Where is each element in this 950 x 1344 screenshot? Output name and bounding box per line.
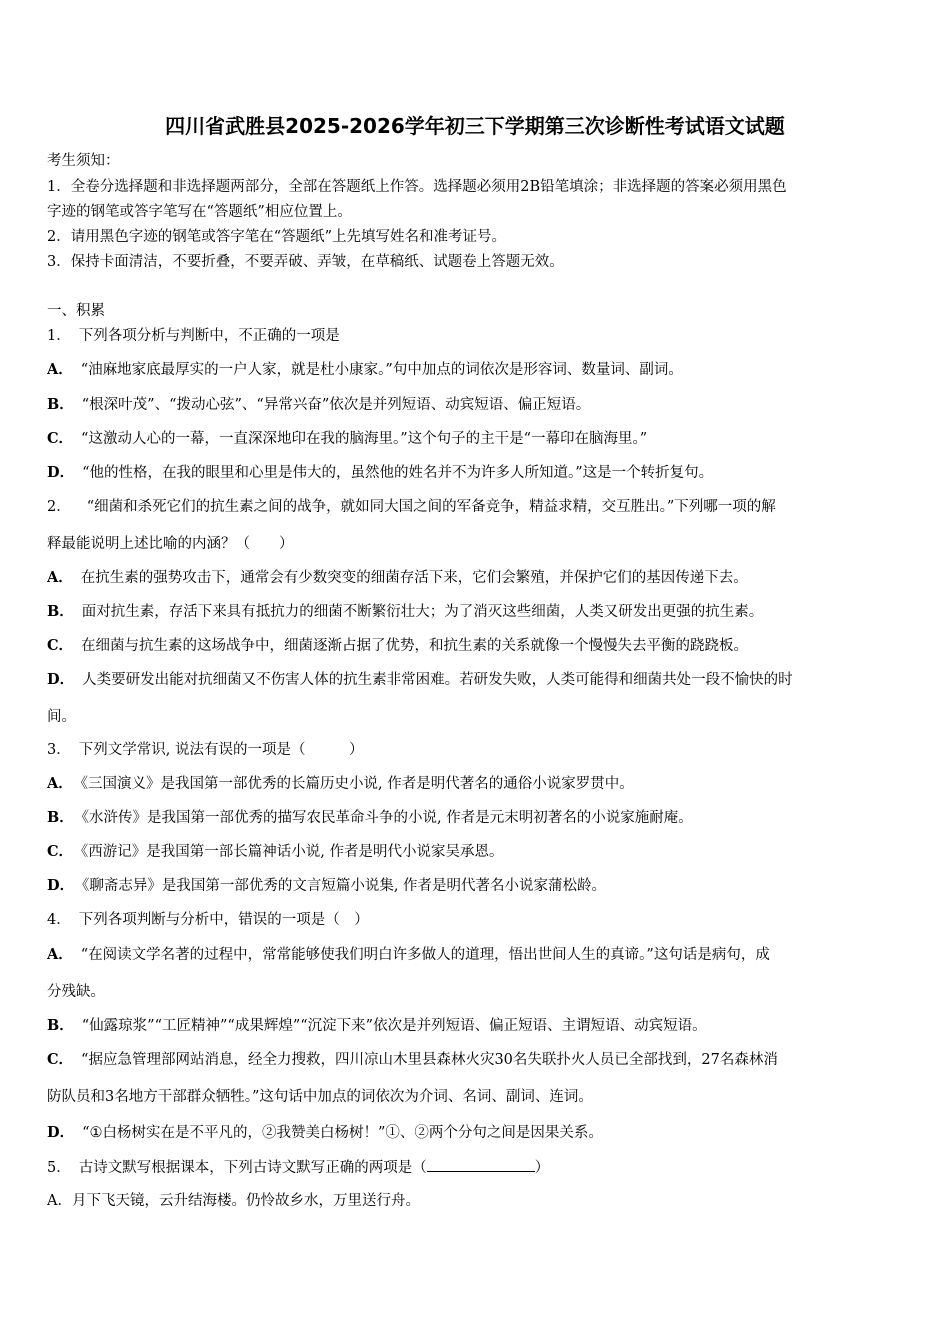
q4-option-c — [47, 1050, 903, 1070]
option-text: “仙露琼浆”“工匠精神”“成果辉煌”“沉淀下来”依次是并列短语、偏正短语、主谓短语、动宾短语。 — [81, 1018, 707, 1034]
notice-item: 2．请用黑色字迹的钢笔或答字笔在“答题纸”上先填写姓名和准考证号。 — [47, 229, 507, 245]
notice-item: 1．全卷分选择题和非选择题两部分，全部在答题纸上作答。选择题必须用2B铅笔填涂；非选择题的答案必须用黑色 — [47, 179, 787, 195]
q2-option-d-cont: 间。 — [47, 709, 76, 725]
q5-option-a: A．月下飞天镜，云升结海楼。仍怜故乡水，万里送行舟。 — [47, 1193, 420, 1209]
question-number: 4． — [47, 912, 71, 928]
option-key: B． — [47, 396, 74, 413]
option-key: B． — [47, 809, 74, 826]
q2-option-a — [47, 568, 903, 588]
q3-option-c — [47, 842, 903, 862]
q1-option-d — [47, 463, 903, 483]
option-key: C． — [47, 843, 74, 860]
option-key: D． — [47, 1124, 75, 1141]
option-text: “在阅读文学名著的过程中，常常能够使我们明白许多做人的道理，悟出世间人生的真谛。”这句话是病句，成 — [80, 947, 770, 963]
q3-option-a — [47, 774, 903, 794]
option-text: “这激动人心的一幕，一直深深地印在我的脑海里。”这个句子的主干是“一幕印在脑海里。” — [81, 431, 648, 447]
q4-option-c-cont: 防队员和3名地方干部群众牺牲。”这句话中加点的词依次为介词、名词、副词、连词。 — [47, 1089, 593, 1105]
option-text: “①白杨树实在是不平凡的，②我赞美白杨树！”①、②两个分句之间是因果关系。 — [82, 1125, 603, 1141]
section-heading: 一、积累 — [47, 303, 105, 319]
option-text: “他的性格，在我的眼里和心里是伟大的，虽然他的姓名并不为许多人所知道。”这是一个转折复句。 — [82, 465, 714, 481]
question-number: 3． — [47, 742, 71, 758]
q4-option-a-cont: 分残缺。 — [47, 984, 105, 1000]
question-2-stem-cont: 释最能说明上述比喻的内涵？（ ） — [47, 536, 294, 552]
q4-option-b — [47, 1016, 903, 1036]
option-key: C． — [47, 1051, 74, 1068]
q2-option-d — [47, 670, 903, 690]
q4-option-d — [47, 1123, 903, 1143]
question-stem: “细菌和杀死它们的抗生素之间的战争，就如同大国之间的军备竞争，精益求精，交互胜出。”下列哪一项的解 — [86, 499, 776, 515]
question-stem: 下列文学常识, 说法有误的一项是（ ） — [78, 742, 364, 758]
option-key: B． — [47, 1017, 74, 1034]
option-text: 在细菌与抗生素的这场战争中，细菌逐渐占据了优势，和抗生素的关系就像一个慢慢失去平衡的跷跷板。 — [81, 638, 749, 654]
option-text: 《水浒传》是我国第一部优秀的描写农民革命斗争的小说, 作者是元末明初著名的小说家施耐庵。 — [81, 810, 693, 826]
question-stem: 下列各项分析与判断中，不正确的一项是 — [78, 328, 340, 344]
question-4 — [47, 910, 903, 930]
option-key: A． — [47, 361, 73, 378]
question-stem: 古诗文默写根据课本，下列古诗文默写正确的两项是（ — [78, 1160, 427, 1176]
option-key: A． — [47, 569, 73, 586]
q1-option-a — [47, 360, 903, 380]
option-text: 在抗生素的强势攻击下，通常会有少数突变的细菌存活下来，它们会繁殖，并保护它们的基因传递下去。 — [80, 570, 748, 586]
q4-option-a — [47, 945, 903, 965]
option-text: 面对抗生素，存活下来具有抵抗力的细菌不断繁衍壮大；为了消灭这些细菌，人类又研发出更强的抗生素。 — [81, 604, 764, 620]
q2-option-b — [47, 602, 903, 622]
option-key: D． — [47, 464, 75, 481]
option-text: 人类要研发出能对抗细菌又不伤害人体的抗生素非常困难。若研发失败，人类可能得和细菌共处一段不愉快的时 — [82, 672, 793, 688]
q1-option-c — [47, 429, 903, 449]
question-number: 1． — [47, 328, 71, 344]
option-text: 《聊斋志异》是我国第一部优秀的文言短篇小说集, 作者是明代著名小说家蒲松龄。 — [82, 878, 607, 894]
answer-blank[interactable] — [427, 1157, 535, 1172]
option-text: “油麻地家底最厚实的一户人家，就是杜小康家。”句中加点的词依次是形容词、数量词、副词。 — [80, 362, 683, 378]
notice-item: 3．保持卡面清洁，不要折叠，不要弄破、弄皱，在草稿纸、试题卷上答题无效。 — [47, 254, 564, 270]
question-5 — [47, 1157, 903, 1178]
option-key: C． — [47, 637, 74, 654]
option-text: 《西游记》是我国第一部长篇神话小说, 作者是明代小说家吴承恩。 — [81, 844, 504, 860]
question-number: 2． — [47, 499, 71, 515]
option-text: 《三国演义》是我国第一部优秀的长篇历史小说, 作者是明代著名的通俗小说家罗贯中。 — [80, 776, 634, 792]
notice-heading: 考生须知： — [47, 153, 120, 169]
option-key: A． — [47, 946, 73, 963]
q3-option-b — [47, 808, 903, 828]
q1-option-b — [47, 395, 903, 415]
option-key: D． — [47, 877, 75, 894]
option-text: “根深叶茂”、“拨动心弦”、“异常兴奋”依次是并列短语、动宾短语、偏正短语。 — [81, 397, 591, 413]
question-3 — [47, 740, 903, 760]
question-number: 5． — [47, 1160, 71, 1176]
option-key: C． — [47, 430, 74, 447]
option-key: D． — [47, 671, 75, 688]
question-stem-end: ） — [534, 1160, 550, 1176]
page-title: 四川省武胜县2025-2026学年初三下学期第三次诊断性考试语文试题 — [165, 114, 785, 138]
question-1 — [47, 326, 903, 346]
q2-option-c — [47, 636, 903, 656]
option-key: A． — [47, 775, 73, 792]
question-stem: 下列各项判断与分析中，错误的一项是（ ） — [78, 912, 369, 928]
notice-item: 字迹的钢笔或答字笔写在“答题纸”相应位置上。 — [47, 204, 352, 220]
q3-option-d — [47, 876, 903, 896]
option-key: B． — [47, 603, 74, 620]
option-text: “据应急管理部网站消息，经全力搜救，四川凉山木里县森林火灾30名失联扑火人员已全部找到，27名森林消 — [81, 1052, 778, 1068]
question-2 — [47, 497, 903, 517]
